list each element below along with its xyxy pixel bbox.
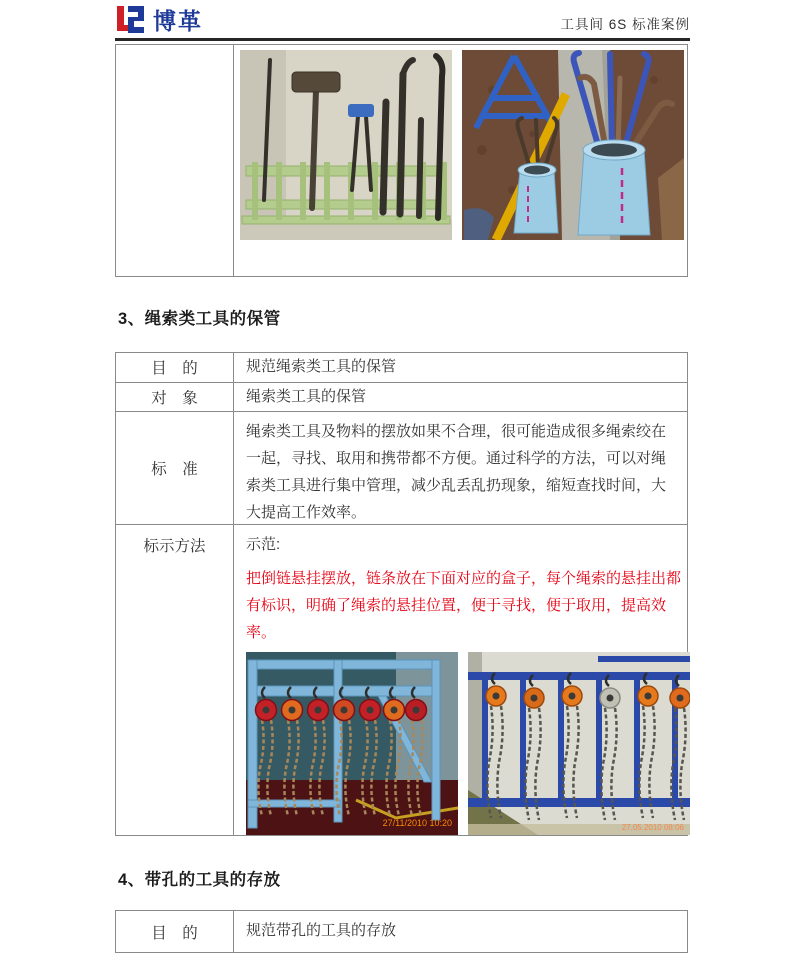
- table-row-object: [116, 383, 687, 413]
- row-content: 绳索类工具的保管: [246, 387, 367, 405]
- photo-timestamp: 27.05.2010 08:06: [621, 823, 684, 832]
- empty-label-cell: [116, 45, 234, 276]
- photo-cell: [234, 45, 687, 276]
- section-4-table: [115, 910, 688, 953]
- document-title: 工具间 6S 标准案例: [560, 17, 690, 32]
- row-content: 绳索类工具及物料的摆放如果不合理，很可能造成很多绳索绞在一起，寻找、取用和携带都不方便。通过科学的方法，可以对绳索类工具进行集中管理，减少乱丢乱扔现象，缩短查找时间，大大提高工作效率。: [246, 423, 667, 521]
- table-row-purpose: [116, 911, 687, 952]
- row-content: 规范绳索类工具的保管: [246, 358, 397, 375]
- photo-crowbar-pipes: [462, 50, 684, 240]
- photo-hoist-rack-left: [246, 652, 458, 835]
- table-row-purpose: [116, 353, 687, 383]
- page-header: [115, 0, 690, 38]
- header-divider: [115, 38, 690, 41]
- row-label: 目 的: [116, 353, 234, 382]
- table-row: [116, 45, 687, 276]
- photo-timestamp: 27/11/2010 10:20: [382, 818, 452, 828]
- row-content: 规范带孔的工具的存放: [246, 922, 397, 940]
- section-4-heading: 4、带孔的工具的存放: [118, 871, 281, 889]
- red-note-text: 把倒链悬挂摆放，链条放在下面对应的盒子，每个绳索的悬挂出都有标识，明确了绳索的悬挂位置，便于寻找，便于取用，提高效率。: [246, 570, 682, 641]
- row-label: 标示方法: [116, 525, 234, 835]
- section-3-table: [115, 352, 688, 836]
- bolt-cutter-grip: [348, 104, 374, 117]
- sledgehammer-head: [292, 72, 340, 92]
- photo-green-tool-rack: [240, 50, 452, 240]
- table-row-standard: [116, 412, 687, 525]
- row-content: [234, 525, 700, 835]
- row-label: 对 象: [116, 383, 234, 412]
- table-row-marking-method: [116, 525, 687, 835]
- demo-label: 示范:: [246, 536, 281, 553]
- boge-logo-icon: [115, 5, 146, 34]
- boge-logo: [115, 3, 203, 36]
- hoist-photo-row: [246, 652, 690, 835]
- photo-hoist-rack-right: [468, 652, 690, 835]
- section-3-heading: 3、绳索类工具的保管: [118, 310, 281, 328]
- logo-text: 博革: [153, 7, 203, 34]
- row-label: 标 准: [116, 412, 234, 524]
- continuation-table: [115, 44, 688, 277]
- row-label: 目 的: [116, 911, 234, 952]
